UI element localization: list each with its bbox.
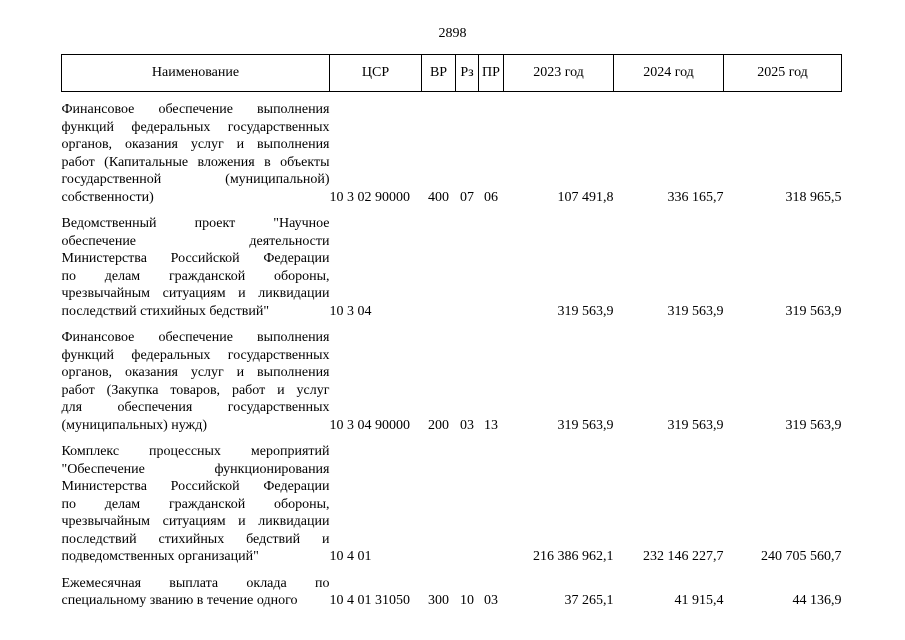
row-csr: 10 3 02 90000 bbox=[329, 189, 410, 205]
row-name bbox=[62, 215, 330, 320]
row-value-2023: 107 491,8 bbox=[557, 189, 614, 205]
row-value-2025: 318 965,5 bbox=[785, 189, 842, 205]
header-csr: ЦСР bbox=[330, 55, 422, 92]
row-name-line: обеспечение деятельности bbox=[61, 233, 330, 249]
row-name-line: по делам гражданской обороны, bbox=[61, 496, 330, 512]
header-2023: 2023 год bbox=[504, 55, 614, 92]
row-name-line: Ведомственный проект "Научное bbox=[61, 216, 330, 231]
row-name-line: (муниципальных) нужд) bbox=[61, 417, 208, 433]
row-name-line: работ (Капитальные вложения в объекты bbox=[61, 154, 330, 170]
table-header bbox=[62, 55, 842, 92]
row-name-line: органов, оказания услуг и выполнения bbox=[61, 365, 330, 380]
row-name-line: последствий стихийных бедствий и bbox=[61, 531, 330, 547]
row-name-line: чрезвычайным ситуациям и ликвидации bbox=[61, 514, 330, 529]
row-value-2023: 216 386 962,1 bbox=[533, 549, 614, 564]
row-name-line: Ежемесячная выплата оклада по bbox=[61, 575, 330, 591]
budget-table bbox=[61, 54, 842, 610]
row-name-line: Министерства Российской Федерации bbox=[61, 251, 330, 266]
row-name bbox=[62, 329, 330, 434]
row-value-2025: 319 563,9 bbox=[785, 303, 842, 319]
row-name-line: Министерства Российской Федерации bbox=[61, 479, 330, 494]
table-body bbox=[62, 92, 842, 610]
row-name-line: чрезвычайным ситуациям и ликвидации bbox=[61, 286, 330, 301]
row-name-line: подведомственных организаций" bbox=[61, 549, 259, 564]
header-pr: ПР bbox=[479, 55, 504, 92]
row-name-line: Комплекс процессных мероприятий bbox=[61, 444, 330, 459]
row-vr: 200 bbox=[428, 417, 449, 433]
row-rz: 10 bbox=[460, 593, 474, 608]
row-name-line: по делам гражданской обороны, bbox=[61, 268, 330, 284]
row-value-2024: 336 165,7 bbox=[667, 189, 724, 205]
row-rz bbox=[456, 443, 479, 566]
row-name bbox=[62, 101, 330, 206]
row-value-2023: 319 563,9 bbox=[557, 303, 614, 319]
row-pr bbox=[479, 215, 504, 320]
row-name-line: функций федеральных государственных bbox=[61, 119, 330, 135]
row-value-2024: 319 563,9 bbox=[667, 417, 724, 433]
table-row bbox=[62, 215, 842, 320]
row-csr: 10 3 04 bbox=[329, 303, 372, 319]
row-name-line: Финансовое обеспечение выполнения bbox=[61, 102, 330, 117]
row-pr: 13 bbox=[484, 417, 498, 433]
row-name-line: специальному званию в течение одного bbox=[61, 593, 298, 608]
row-csr: 10 4 01 bbox=[329, 549, 372, 564]
table-row bbox=[62, 101, 842, 206]
row-csr: 10 4 01 31050 bbox=[329, 593, 410, 608]
row-rz: 03 bbox=[460, 417, 474, 433]
row-vr: 400 bbox=[428, 189, 449, 205]
row-name-line: последствий стихийных бедствий" bbox=[61, 303, 270, 319]
row-name-line: работ (Закупка товаров, работ и услуг bbox=[61, 382, 330, 398]
row-value-2025: 44 136,9 bbox=[792, 593, 842, 608]
row-name bbox=[62, 575, 330, 610]
page-number: 2898 bbox=[438, 26, 467, 41]
row-name bbox=[62, 443, 330, 566]
header-vr: ВР bbox=[422, 55, 456, 92]
row-vr bbox=[422, 215, 456, 320]
table-row bbox=[62, 575, 842, 610]
row-name-line: органов, оказания услуг и выполнения bbox=[61, 137, 330, 152]
row-name-line: Финансовое обеспечение выполнения bbox=[61, 330, 330, 345]
row-pr bbox=[479, 443, 504, 566]
row-csr: 10 3 04 90000 bbox=[329, 417, 410, 433]
row-name-line: "Обеспечение функционирования bbox=[61, 461, 330, 477]
header-name: Наименование bbox=[62, 55, 330, 92]
row-vr: 300 bbox=[428, 593, 449, 608]
table-row bbox=[62, 329, 842, 434]
row-vr bbox=[422, 443, 456, 566]
row-value-2023: 319 563,9 bbox=[557, 417, 614, 433]
header-2024: 2024 год bbox=[614, 55, 724, 92]
row-value-2024: 319 563,9 bbox=[667, 303, 724, 319]
header-2025: 2025 год bbox=[724, 55, 842, 92]
header-rz: Рз bbox=[456, 55, 479, 92]
row-rz bbox=[456, 215, 479, 320]
row-value-2025: 319 563,9 bbox=[785, 417, 842, 433]
row-value-2024: 41 915,4 bbox=[674, 593, 724, 608]
table-row bbox=[62, 443, 842, 566]
row-pr: 03 bbox=[484, 593, 498, 608]
row-pr: 06 bbox=[484, 189, 498, 205]
row-value-2025: 240 705 560,7 bbox=[761, 549, 842, 564]
row-name-line: собственности) bbox=[61, 189, 154, 205]
row-value-2023: 37 265,1 bbox=[564, 593, 614, 608]
row-rz: 07 bbox=[460, 189, 474, 205]
row-name-line: функций федеральных государственных bbox=[61, 347, 330, 363]
row-name-line: государственной (муниципальной) bbox=[61, 172, 330, 187]
row-name-line: для обеспечения государственных bbox=[61, 400, 330, 415]
row-value-2024: 232 146 227,7 bbox=[643, 549, 724, 564]
